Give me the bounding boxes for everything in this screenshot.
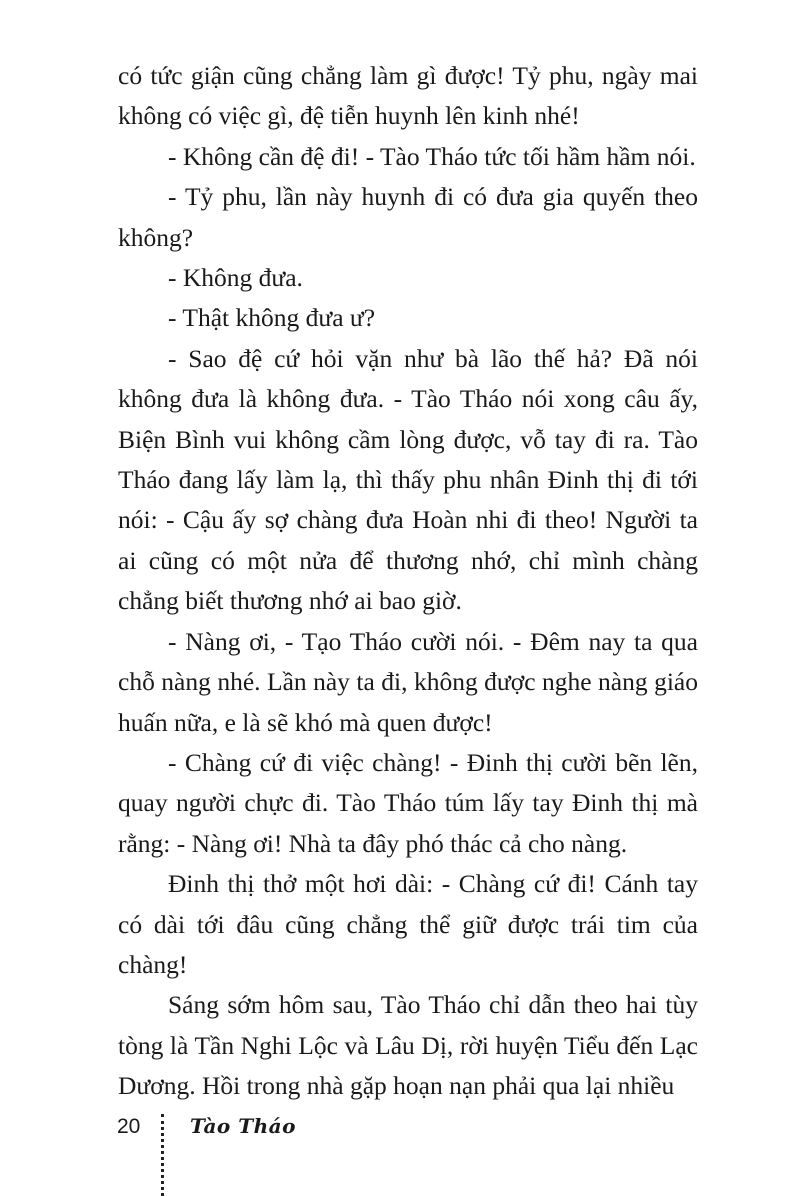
page-footer (0, 1110, 800, 1196)
paragraph-3: - Tỷ phu, lần này huynh đi có đưa gia quyến theo không? (118, 182, 698, 252)
body-text (118, 56, 698, 1107)
paragraph-8: - Chàng cứ đi việc chàng! - Đinh thị cười bẽn lẽn, quay người chực đi. Tào Tháo túm lấy tay Đinh thị mà rằng: - Nàng ơi! Nhà ta đây phó thác cả cho nàng. (118, 747, 698, 858)
paragraph-5: - Thật không đưa ư? (168, 303, 376, 333)
paragraph-9: Đinh thị thở một hơi dài: - Chàng cứ đi! Cánh tay có dài tới đâu cũng chẳng thể giữ được trái tim của chàng! (118, 869, 698, 979)
page-number: 20 (117, 1115, 141, 1138)
paragraph-6: - Sao đệ cứ hỏi vặn như bà lão thế hả? Đã nói không đưa là không đưa. - Tào Tháo nói xong câu ấy, Biện Bình vui không cầm lòng được, vỗ tay đi ra. Tào Tháo đang lấy làm lạ, thì thấy phu nhân Đinh thị đi tới nói: - Cậu ấy sợ chàng đưa Hoàn nhi đi theo! Người ta ai cũng có một nửa để thương nhớ, chỉ mình chàng chẳng biết thương nhớ ai bao giờ. (118, 343, 698, 616)
footer-divider (161, 1114, 164, 1196)
paragraph-10: Sáng sớm hôm sau, Tào Tháo chỉ dẫn theo hai tùy tòng là Tần Nghi Lộc và Lâu Dị, rời huyện Tiểu đến Lạc Dương. Hồi trong nhà gặp hoạn nạn phải qua lại nhiều (118, 990, 698, 1101)
paragraph-1: có tức giận cũng chẳng làm gì được! Tỷ phu, ngày mai không có việc gì, đệ tiễn huynh lên kinh nhé! (118, 61, 698, 131)
running-title: Tào Tháo (190, 1114, 296, 1138)
paragraph-2: - Không cần đệ đi! - Tào Tháo tức tối hầm hầm nói. (168, 141, 696, 171)
paragraph-4: - Không đưa. (168, 263, 303, 293)
paragraph-7: - Nàng ơi, - Tạo Tháo cười nói. - Đêm nay ta qua chỗ nàng nhé. Lần này ta đi, không được nghe nàng giáo huấn nữa, e là sẽ khó mà quen được! (118, 626, 698, 737)
